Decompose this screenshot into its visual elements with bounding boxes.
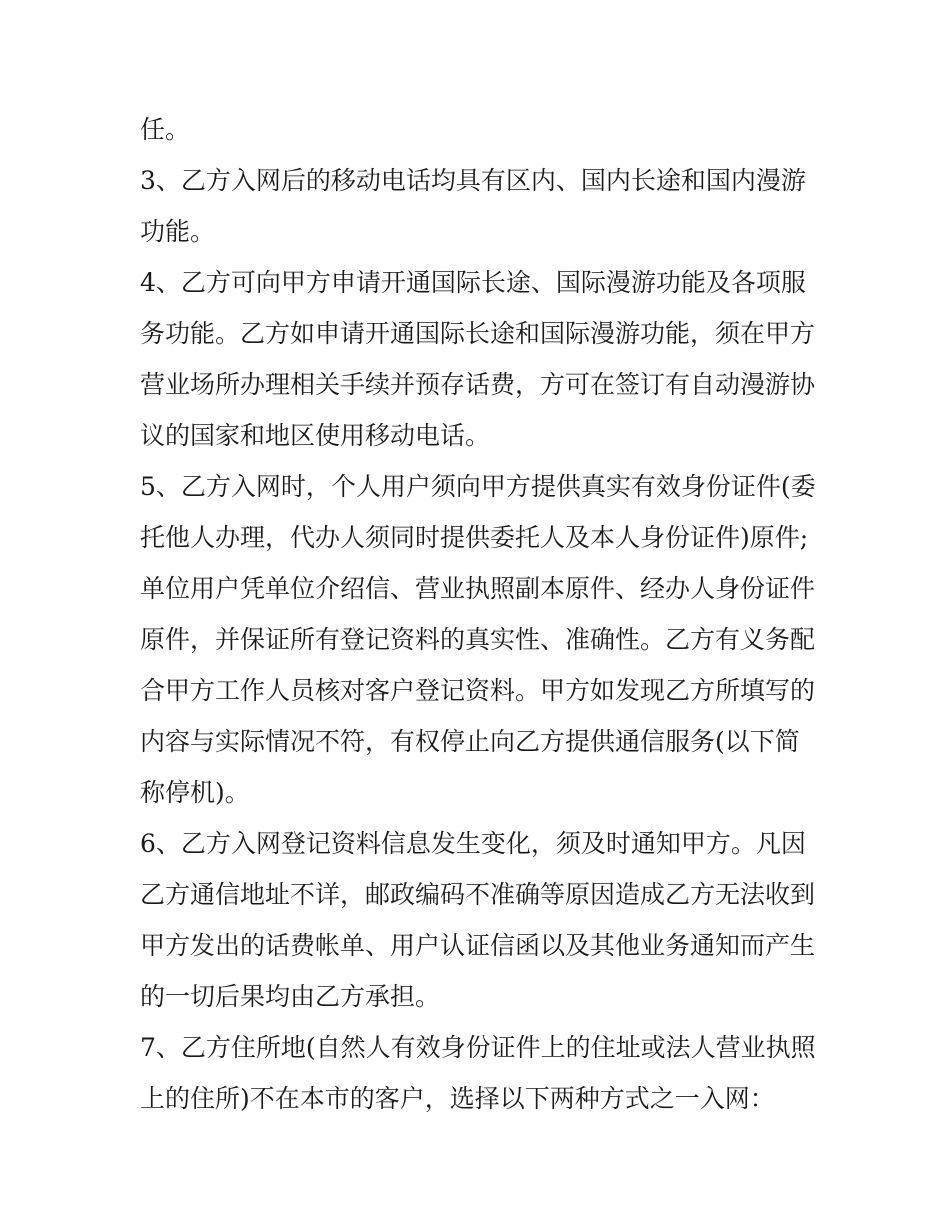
text-line: 议的国家和地区使用移动电话。 [140,421,491,450]
text-line: 合甲方工作人员核对客户登记资料。甲方如发现乙方所填写的 [140,676,816,705]
document-body [140,104,820,1124]
paragraph-clause-6 [140,818,820,1022]
text-line: 4、乙方可向甲方申请开通国际长途、国际漫游功能及各项服 [140,268,806,297]
text-line: 托他人办理，代办人须同时提供委托人及本人身份证件)原件; [140,523,809,552]
paragraph-continuation [140,104,820,155]
text-line: 甲方发出的话费帐单、用户认证信函以及其他业务通知而产生 [140,931,816,960]
text-line: 原件，并保证所有登记资料的真实性、准确性。乙方有义务配 [140,625,816,654]
text-line: 营业场所办理相关手续并预存话费，方可在签订有自动漫游协 [140,370,816,399]
text-line: 称停机)。 [140,778,250,807]
paragraph-clause-3 [140,155,820,257]
text-line: 乙方通信地址不详，邮政编码不准确等原因造成乙方无法收到 [140,880,816,909]
text-line: 务功能。乙方如申请开通国际长途和国际漫游功能，须在甲方 [140,319,816,348]
text-line: 3、乙方入网后的移动电话均具有区内、国内长途和国内漫游 [140,166,806,195]
text-line: 上的住所)不在本市的客户，选择以下两种方式之一入网： [140,1084,775,1113]
text-line: 单位用户凭单位介绍信、营业执照副本原件、经办人身份证件 [140,574,816,603]
text-line: 内容与实际情况不符，有权停止向乙方提供通信服务(以下简 [140,727,800,756]
paragraph-clause-4 [140,257,820,461]
paragraph-clause-5 [140,461,820,818]
text-line: 任。 [140,115,191,144]
text-line: 5、乙方入网时，个人用户须向甲方提供真实有效身份证件(委 [140,472,816,501]
text-line: 的一切后果均由乙方承担。 [140,982,441,1011]
paragraph-clause-7 [140,1022,820,1124]
text-line: 功能。 [140,217,216,246]
text-line: 7、乙方住所地(自然人有效身份证件上的住址或法人营业执照 [140,1033,816,1062]
text-line: 6、乙方入网登记资料信息发生变化，须及时通知甲方。凡因 [140,829,806,858]
